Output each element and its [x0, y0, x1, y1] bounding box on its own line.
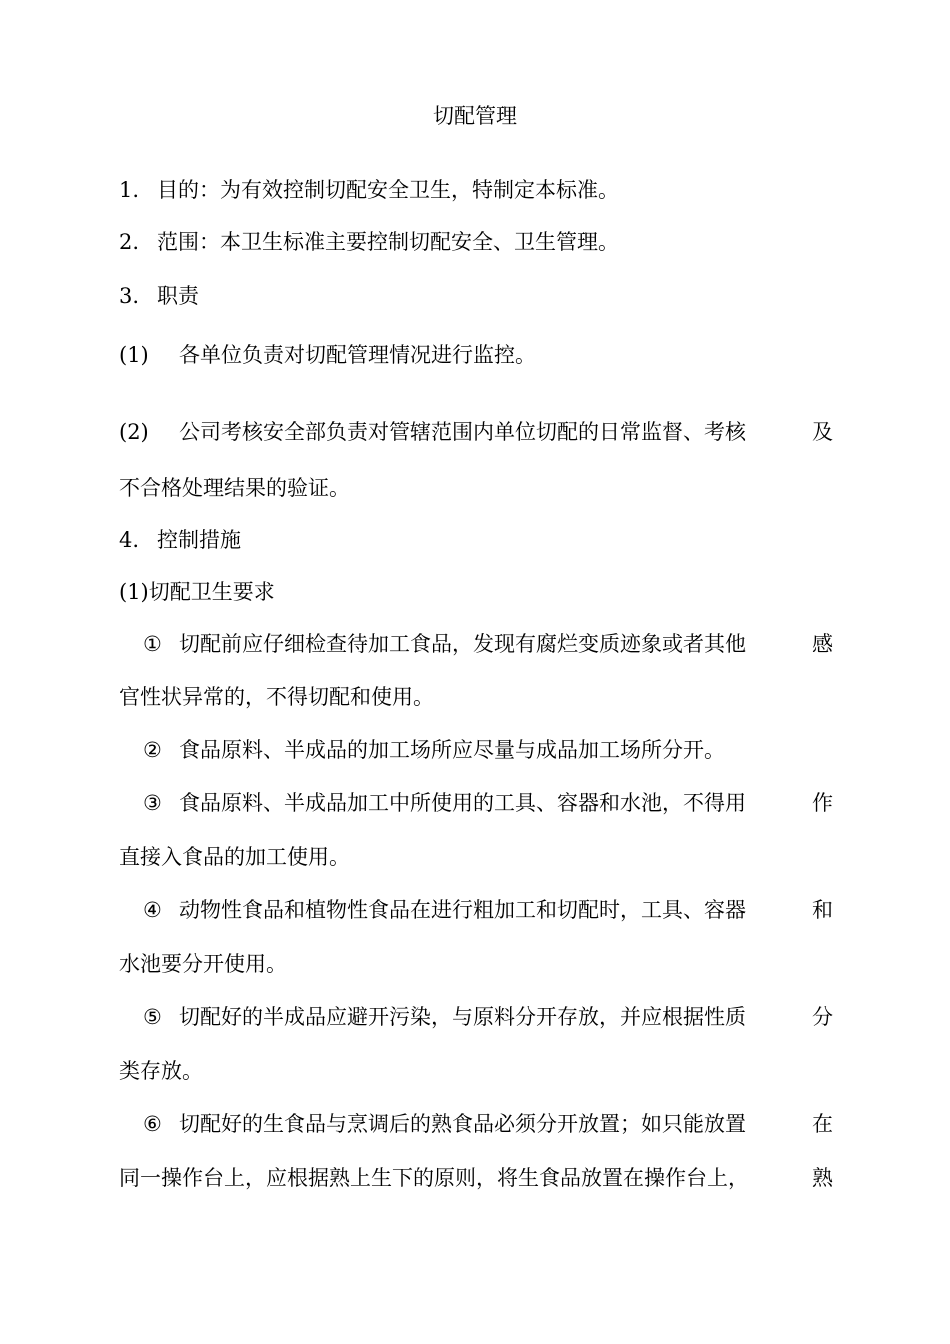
- rule-text: 食品原料、半成品加工中所使用的工具、容器和水池，不得用: [179, 791, 746, 815]
- rule-6: [119, 1112, 746, 1136]
- rule-number: ③: [143, 791, 162, 815]
- rule-5-continuation: 类存放。: [119, 1059, 203, 1083]
- rule-6-continuation-end: 熟: [812, 1166, 833, 1190]
- item-number: 2.: [119, 230, 140, 254]
- section-text: 控制措施: [157, 528, 241, 552]
- item-number: 1.: [119, 178, 140, 202]
- rule-3-line-end: 作: [812, 791, 833, 815]
- rule-1: [119, 632, 746, 656]
- rule-6-continuation: 同一操作台上，应根据熟上生下的原则，将生食品放置在操作台上，: [119, 1166, 749, 1190]
- duty-2-continuation: 不合格处理结果的验证。: [119, 476, 350, 500]
- rule-text: 食品原料、半成品的加工场所应尽量与成品加工场所分开。: [179, 738, 725, 762]
- duty-2: [119, 420, 746, 444]
- rule-text: 动物性食品和植物性食品在进行粗加工和切配时，工具、容器: [179, 898, 746, 922]
- rule-number: ①: [143, 632, 162, 656]
- duty-text: 各单位负责对切配管理情况进行监控。: [179, 343, 536, 367]
- duty-number: (2): [119, 420, 149, 444]
- rule-text: 切配好的生食品与烹调后的熟食品必须分开放置；如只能放置: [179, 1112, 746, 1136]
- rule-3-continuation: 直接入食品的加工使用。: [119, 845, 350, 869]
- rule-number: ④: [143, 898, 162, 922]
- item-text: 目的：为有效控制切配安全卫生，特制定本标准。: [157, 178, 619, 202]
- item-text: 范围：本卫生标准主要控制切配安全、卫生管理。: [157, 230, 619, 254]
- item-text: 职责: [157, 284, 199, 308]
- rule-5: [119, 1005, 746, 1029]
- duty-2-line-end: 及: [812, 420, 833, 444]
- section-number: 4.: [119, 528, 140, 552]
- item-duties: [119, 284, 199, 308]
- duty-1: [119, 343, 536, 367]
- rule-6-line-end: 在: [812, 1112, 833, 1136]
- rule-4-continuation: 水池要分开使用。: [119, 952, 287, 976]
- rule-text: 切配前应仔细检查待加工食品，发现有腐烂变质迹象或者其他: [179, 632, 746, 656]
- item-purpose: [119, 178, 619, 202]
- rule-number: ②: [143, 738, 162, 762]
- rule-text: 切配好的半成品应避开污染，与原料分开存放，并应根据性质: [179, 1005, 746, 1029]
- rule-number: ⑥: [143, 1112, 162, 1136]
- rule-number: ⑤: [143, 1005, 162, 1029]
- rule-2: [119, 738, 725, 762]
- rule-3: [119, 791, 746, 815]
- item-scope: [119, 230, 619, 254]
- rule-1-line-end: 感: [812, 632, 833, 656]
- rule-4-line-end: 和: [812, 898, 833, 922]
- duty-number: (1): [119, 343, 149, 367]
- section-control-measures: [119, 528, 241, 552]
- subsection-hygiene-requirements: (1)切配卫生要求: [119, 580, 275, 604]
- rule-1-continuation: 官性状异常的，不得切配和使用。: [119, 685, 434, 709]
- item-number: 3.: [119, 284, 140, 308]
- rule-5-line-end: 分: [812, 1005, 833, 1029]
- document-title: 切配管理: [433, 104, 517, 128]
- rule-4: [119, 898, 746, 922]
- duty-text: 公司考核安全部负责对管辖范围内单位切配的日常监督、考核: [179, 420, 746, 444]
